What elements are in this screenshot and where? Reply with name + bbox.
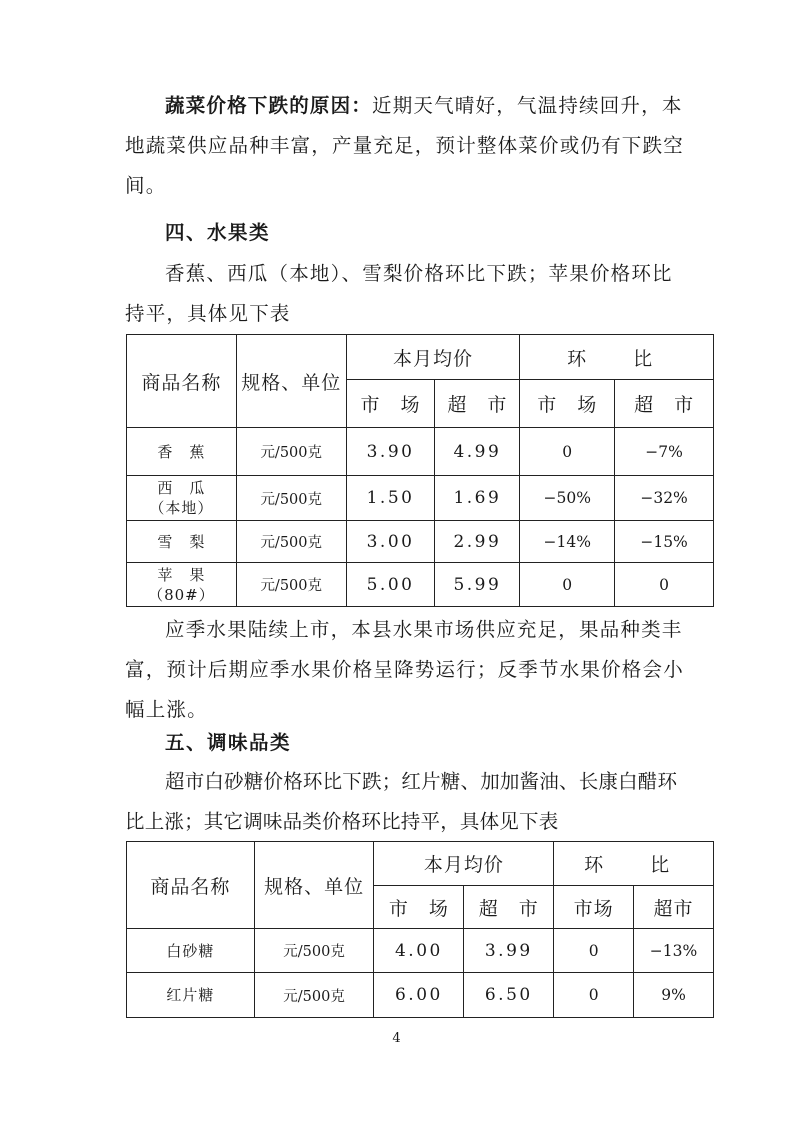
change-market: 0 (554, 929, 634, 973)
product-name-note: （80#） (148, 585, 215, 604)
condiment-price-table (126, 841, 714, 1018)
intro-text: 近期天气晴好，气温持续回升，本地蔬菜供应品种丰富，产量充足，预计整体菜价或仍有下跌空间。 (125, 94, 684, 197)
spec-unit: 元/500克 (254, 929, 374, 973)
intro-lead: 蔬菜价格下跌的原因： (165, 94, 373, 117)
product-name: 雪 梨 (127, 521, 237, 563)
header-monthly-avg-price: 本月均价 (346, 335, 520, 380)
section-4-summary: 应季水果陆续上市，本县水果市场供应充足，果品种类丰富，预计后期应季水果价格呈降势运行；反季节水果价格会小幅上涨。 (125, 618, 684, 721)
spec-unit: 元/500克 (236, 521, 346, 563)
price-market: 5.00 (346, 563, 435, 607)
section-5-paragraph: 超市白砂糖价格环比下跌；红片糖、加加酱油、长康白醋环比上涨；其它调味品类价格环比持平，具体见下表 (125, 770, 678, 833)
spec-unit: 元/500克 (236, 476, 346, 521)
change-market: 0 (520, 563, 615, 607)
change-supermarket: −13% (634, 929, 714, 973)
change-market: −50% (520, 476, 615, 521)
price-market: 6.00 (374, 973, 464, 1018)
header-price-supermarket: 超 市 (464, 886, 554, 929)
spec-unit: 元/500克 (254, 973, 374, 1018)
table-row (127, 973, 714, 1018)
header-price-market: 市 场 (374, 886, 464, 929)
change-supermarket: −15% (615, 521, 714, 563)
price-market: 1.50 (346, 476, 435, 521)
table-row (127, 929, 714, 973)
change-market: −14% (520, 521, 615, 563)
product-name-main: 苹 果 (157, 565, 206, 584)
product-name: 白砂糖 (127, 929, 255, 973)
change-supermarket: 0 (615, 563, 714, 607)
table-row (127, 563, 714, 607)
price-supermarket: 5.99 (435, 563, 520, 607)
change-supermarket: −7% (615, 428, 714, 476)
spec-unit: 元/500克 (236, 563, 346, 607)
product-name: 红片糖 (127, 973, 255, 1018)
header-change-supermarket: 超市 (634, 886, 714, 929)
header-change-market: 市场 (554, 886, 634, 929)
intro-paragraph (125, 86, 685, 206)
header-monthly-avg-price: 本月均价 (374, 842, 554, 886)
product-name-main: 西 瓜 (157, 479, 206, 497)
section-5-heading: 五、调味品类 (165, 731, 292, 754)
header-month-on-month: 环 比 (554, 842, 714, 886)
fruit-price-table (126, 334, 714, 607)
header-spec-unit: 规格、单位 (236, 335, 346, 428)
header-month-on-month: 环 比 (520, 335, 714, 380)
header-price-supermarket: 超 市 (435, 380, 520, 428)
header-product-name: 商品名称 (127, 335, 237, 428)
header-product-name: 商品名称 (127, 842, 255, 929)
section-4-paragraph: 香蕉、西瓜（本地）、雪梨价格环比下跌；苹果价格环比持平，具体见下表 (125, 262, 673, 325)
price-market: 4.00 (374, 929, 464, 973)
table-row (127, 521, 714, 563)
header-change-market: 市 场 (520, 380, 615, 428)
header-price-market: 市 场 (346, 380, 435, 428)
header-change-supermarket: 超 市 (615, 380, 714, 428)
product-name (127, 563, 237, 607)
price-market: 3.00 (346, 521, 435, 563)
product-name: 香 蕉 (127, 428, 237, 476)
change-supermarket: −32% (615, 476, 714, 521)
table-row (127, 428, 714, 476)
product-name-note: （本地） (149, 499, 214, 517)
price-supermarket: 3.99 (464, 929, 554, 973)
price-supermarket: 1.69 (435, 476, 520, 521)
spec-unit: 元/500克 (236, 428, 346, 476)
change-market: 0 (554, 973, 634, 1018)
price-supermarket: 2.99 (435, 521, 520, 563)
change-market: 0 (520, 428, 615, 476)
change-supermarket: 9% (634, 973, 714, 1018)
price-supermarket: 4.99 (435, 428, 520, 476)
table-row (127, 476, 714, 521)
price-supermarket: 6.50 (464, 973, 554, 1018)
page-number: 4 (392, 1031, 401, 1046)
section-4-heading: 四、水果类 (165, 221, 271, 244)
header-spec-unit: 规格、单位 (254, 842, 374, 929)
price-market: 3.90 (346, 428, 435, 476)
product-name (127, 476, 237, 521)
